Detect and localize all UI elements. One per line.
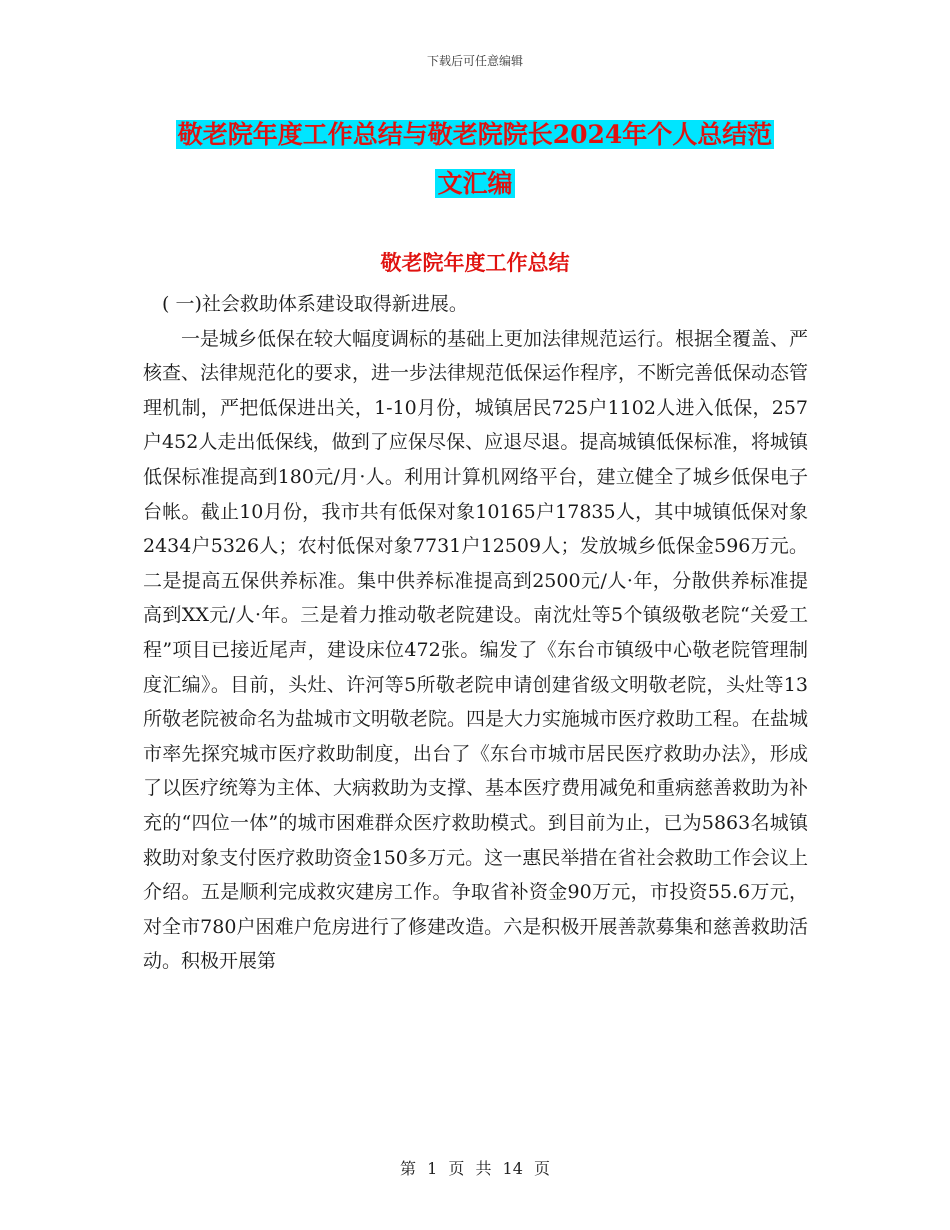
title-line-1: 敬老院年度工作总结与敬老院院长2024年个人总结范 — [177, 120, 773, 149]
title-line-2: 文汇编 — [437, 169, 513, 198]
document-title — [0, 110, 950, 208]
document-body — [143, 287, 808, 979]
page-footer: 第 1 页 共 14 页 — [400, 1159, 550, 1178]
section-heading: ( 一)社会救助体系建设取得新进展。 — [162, 293, 468, 315]
body-paragraph: 一是城乡低保在较大幅度调标的基础上更加法律规范运行。根据全覆盖、严核查、法律规范化的要求，进一步法律规范低保运作程序，不断完善低保动态管理机制，严把低保进出关，1-10月份，城镇居民725户1102人进入低保，257户452人走出低保线，做到了应保尽保、应退尽退。提高城镇低保标准，将城镇低保标准提高到180元/月·人。利用计算机网络平台，建立健全了城乡低保电子台帐。截止10月份，我市共有低保对象10165户17835人，其中城镇低保对象2434户5326人；农村低保对象7731户12509人；发放城乡低保金596万元。二是提高五保供养标准。集中供养标准提高到2500元/人·年，分散供养标准提高到XX元/人·年。三是着力推动敬老院建设。南沈灶等5个镇级敬老院“关爱工程”项目已接近尾声，建设床位472张。编发了《东台市镇级中心敬老院管理制度汇编》。目前，头灶、许河等5所敬老院申请创建省级文明敬老院，头灶等13所敬老院被命名为盐城市文明敬老院。四是大力实施城市医疗救助工程。在盐城市率先探究城市医疗救助制度，出台了《东台市城市居民医疗救助办法》，形成了以医疗统筹为主体、大病救助为支撑、基本医疗费用减免和重病慈善救助为补充的“四位一体”的城市困难群众医疗救助模式。到目前为止，已为5863名城镇救助对象支付医疗救助资金150多万元。这一惠民举措在省社会救助工作会议上介绍。五是顺利完成救灾建房工作。争取省补资金90万元，市投资55.6万元，对全市780户困难户危房进行了修建改造。六是积极开展善款募集和慈善救助活动。积极开展第 — [143, 327, 809, 973]
section-title: 敬老院年度工作总结 — [380, 250, 570, 275]
header-note: 下载后可任意编辑 — [426, 54, 523, 68]
